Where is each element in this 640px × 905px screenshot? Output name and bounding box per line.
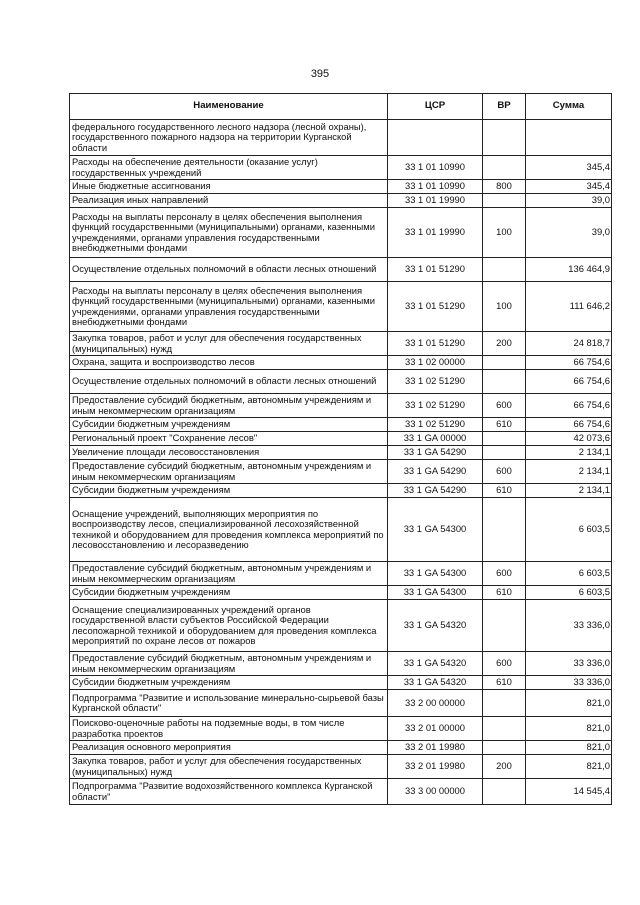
row-csr: 33 1 GA 54290 <box>388 484 483 498</box>
header-sum: Сумма <box>526 94 612 120</box>
row-vr <box>483 446 526 460</box>
row-sum: 33 336,0 <box>526 652 612 676</box>
header-vr: ВР <box>483 94 526 120</box>
row-vr: 610 <box>483 418 526 432</box>
header-row <box>70 94 612 120</box>
header-csr: ЦСР <box>388 94 483 120</box>
row-vr <box>483 432 526 446</box>
row-vr: 100 <box>483 208 526 258</box>
row-vr: 610 <box>483 676 526 690</box>
table-row <box>70 156 612 180</box>
row-sum: 821,0 <box>526 717 612 741</box>
row-name: Расходы на обеспечение деятельности (оказание услуг) государственных учреждений <box>70 156 388 180</box>
table-row <box>70 690 612 717</box>
row-sum: 821,0 <box>526 741 612 755</box>
row-vr: 100 <box>483 282 526 332</box>
row-name: Региональный проект "Сохранение лесов" <box>70 432 388 446</box>
row-sum: 345,4 <box>526 180 612 194</box>
row-vr <box>483 717 526 741</box>
row-vr <box>483 498 526 562</box>
row-vr <box>483 120 526 156</box>
row-sum: 39,0 <box>526 208 612 258</box>
row-csr: 33 1 01 10990 <box>388 156 483 180</box>
table-row <box>70 356 612 370</box>
row-vr: 600 <box>483 562 526 586</box>
row-csr: 33 2 00 00000 <box>388 690 483 717</box>
row-name: Субсидии бюджетным учреждениям <box>70 676 388 690</box>
row-sum: 2 134,1 <box>526 446 612 460</box>
row-csr: 33 3 00 00000 <box>388 779 483 805</box>
row-name: Поисково-оценочные работы на подземные воды, в том числе разработка проектов <box>70 717 388 741</box>
row-sum: 42 073,6 <box>526 432 612 446</box>
row-name: Осуществление отдельных полномочий в области лесных отношений <box>70 370 388 394</box>
row-csr: 33 1 GA 54300 <box>388 562 483 586</box>
table-row <box>70 180 612 194</box>
row-vr <box>483 156 526 180</box>
table-row <box>70 586 612 600</box>
row-csr: 33 1 GA 54290 <box>388 460 483 484</box>
row-vr: 610 <box>483 586 526 600</box>
table-row <box>70 394 612 418</box>
row-vr <box>483 194 526 208</box>
row-vr: 800 <box>483 180 526 194</box>
table-row <box>70 208 612 258</box>
row-name: Предоставление субсидий бюджетным, автономным учреждениям и иным некоммерческим организациям <box>70 460 388 484</box>
row-name: Предоставление субсидий бюджетным, автономным учреждениям и иным некоммерческим организациям <box>70 562 388 586</box>
row-csr: 33 1 01 51290 <box>388 258 483 282</box>
row-csr: 33 2 01 00000 <box>388 717 483 741</box>
row-name: Закупка товаров, работ и услуг для обеспечения государственных (муниципальных) нужд <box>70 332 388 356</box>
row-name: Предоставление субсидий бюджетным, автономным учреждениям и иным некоммерческим организациям <box>70 394 388 418</box>
row-sum: 111 646,2 <box>526 282 612 332</box>
row-sum: 66 754,6 <box>526 418 612 432</box>
row-name: Субсидии бюджетным учреждениям <box>70 418 388 432</box>
row-name: Подпрограмма "Развитие и использование минерально-сырьевой базы Курганской области" <box>70 690 388 717</box>
table-row <box>70 676 612 690</box>
row-name: Предоставление субсидий бюджетным, автономным учреждениям и иным некоммерческим организациям <box>70 652 388 676</box>
row-sum: 14 545,4 <box>526 779 612 805</box>
row-name: Оснащение учреждений, выполняющих мероприятия по воспроизводству лесов, специализированной лесохозяйственной техникой и оборудованием для проведения комплекса мероприятий по лесовосстановлению и лесоразведению <box>70 498 388 562</box>
table-row <box>70 258 612 282</box>
row-sum: 66 754,6 <box>526 356 612 370</box>
row-sum: 33 336,0 <box>526 600 612 652</box>
row-csr: 33 1 02 51290 <box>388 370 483 394</box>
row-name: Закупка товаров, работ и услуг для обеспечения государственных (муниципальных) нужд <box>70 755 388 779</box>
row-sum: 39,0 <box>526 194 612 208</box>
row-name: Подпрограмма "Развитие водохозяйственного комплекса Курганской области" <box>70 779 388 805</box>
row-csr: 33 1 01 51290 <box>388 282 483 332</box>
table-row <box>70 194 612 208</box>
row-vr: 610 <box>483 484 526 498</box>
row-name: Реализация основного мероприятия <box>70 741 388 755</box>
row-csr: 33 1 GA 54320 <box>388 676 483 690</box>
row-sum: 345,4 <box>526 156 612 180</box>
row-sum: 66 754,6 <box>526 370 612 394</box>
row-csr: 33 1 02 51290 <box>388 418 483 432</box>
row-vr: 600 <box>483 394 526 418</box>
table-row <box>70 446 612 460</box>
row-csr: 33 1 GA 54290 <box>388 446 483 460</box>
table-row <box>70 779 612 805</box>
table-row <box>70 282 612 332</box>
row-vr: 600 <box>483 460 526 484</box>
row-name: Охрана, защита и воспроизводство лесов <box>70 356 388 370</box>
row-csr: 33 1 01 51290 <box>388 332 483 356</box>
row-vr: 600 <box>483 652 526 676</box>
budget-table <box>69 93 612 805</box>
table-row <box>70 370 612 394</box>
table-row <box>70 562 612 586</box>
table-row <box>70 717 612 741</box>
row-csr: 33 1 GA 54320 <box>388 600 483 652</box>
row-name: Иные бюджетные ассигнования <box>70 180 388 194</box>
row-csr: 33 1 02 00000 <box>388 356 483 370</box>
row-vr <box>483 356 526 370</box>
header-name: Наименование <box>70 94 388 120</box>
row-csr: 33 1 GA 54300 <box>388 498 483 562</box>
table-row <box>70 460 612 484</box>
row-sum: 2 134,1 <box>526 484 612 498</box>
row-csr <box>388 120 483 156</box>
row-csr: 33 2 01 19980 <box>388 755 483 779</box>
row-vr <box>483 370 526 394</box>
row-name: Субсидии бюджетным учреждениям <box>70 484 388 498</box>
row-csr: 33 1 GA 54300 <box>388 586 483 600</box>
row-sum: 66 754,6 <box>526 394 612 418</box>
table-row <box>70 332 612 356</box>
row-sum: 2 134,1 <box>526 460 612 484</box>
row-csr: 33 1 GA 00000 <box>388 432 483 446</box>
row-csr: 33 1 01 10990 <box>388 180 483 194</box>
table-row <box>70 498 612 562</box>
row-csr: 33 1 GA 54320 <box>388 652 483 676</box>
row-sum: 821,0 <box>526 755 612 779</box>
table-row <box>70 432 612 446</box>
row-sum: 24 818,7 <box>526 332 612 356</box>
row-name: Расходы на выплаты персоналу в целях обеспечения выполнения функций государственными (муниципальными) органами, казенными учреждениями, органами управления государственными внебюджетными фондами <box>70 208 388 258</box>
row-vr <box>483 600 526 652</box>
table-row <box>70 600 612 652</box>
row-csr: 33 1 01 19990 <box>388 194 483 208</box>
row-vr <box>483 690 526 717</box>
row-vr: 200 <box>483 755 526 779</box>
table-row <box>70 120 612 156</box>
table-header <box>70 94 612 120</box>
row-name: Оснащение специализированных учреждений органов государственной власти субъектов Российской Федерации лесопожарной техникой и оборудованием для проведения комплекса мероприятий по охране лесов от пожаров <box>70 600 388 652</box>
row-sum: 6 603,5 <box>526 498 612 562</box>
row-name: Осуществление отдельных полномочий в области лесных отношений <box>70 258 388 282</box>
row-vr: 200 <box>483 332 526 356</box>
row-sum: 6 603,5 <box>526 586 612 600</box>
table-row <box>70 484 612 498</box>
row-name: Субсидии бюджетным учреждениям <box>70 586 388 600</box>
row-vr <box>483 741 526 755</box>
table-row <box>70 418 612 432</box>
table-row <box>70 755 612 779</box>
row-csr: 33 1 02 51290 <box>388 394 483 418</box>
row-name: федерального государственного лесного надзора (лесной охраны), государственного пожарного надзора на территории Курганской области <box>70 120 388 156</box>
table-row <box>70 652 612 676</box>
row-sum: 136 464,9 <box>526 258 612 282</box>
row-sum <box>526 120 612 156</box>
page-number: 395 <box>310 68 330 80</box>
row-sum: 33 336,0 <box>526 676 612 690</box>
table-body <box>70 120 612 805</box>
row-csr: 33 2 01 19980 <box>388 741 483 755</box>
row-name: Реализация иных направлений <box>70 194 388 208</box>
table-row <box>70 741 612 755</box>
row-name: Увеличение площади лесовосстановления <box>70 446 388 460</box>
row-vr <box>483 779 526 805</box>
row-vr <box>483 258 526 282</box>
row-sum: 6 603,5 <box>526 562 612 586</box>
row-name: Расходы на выплаты персоналу в целях обеспечения выполнения функций государственными (муниципальными) органами, казенными учреждениями, органами управления государственными внебюджетными фондами <box>70 282 388 332</box>
row-csr: 33 1 01 19990 <box>388 208 483 258</box>
row-sum: 821,0 <box>526 690 612 717</box>
